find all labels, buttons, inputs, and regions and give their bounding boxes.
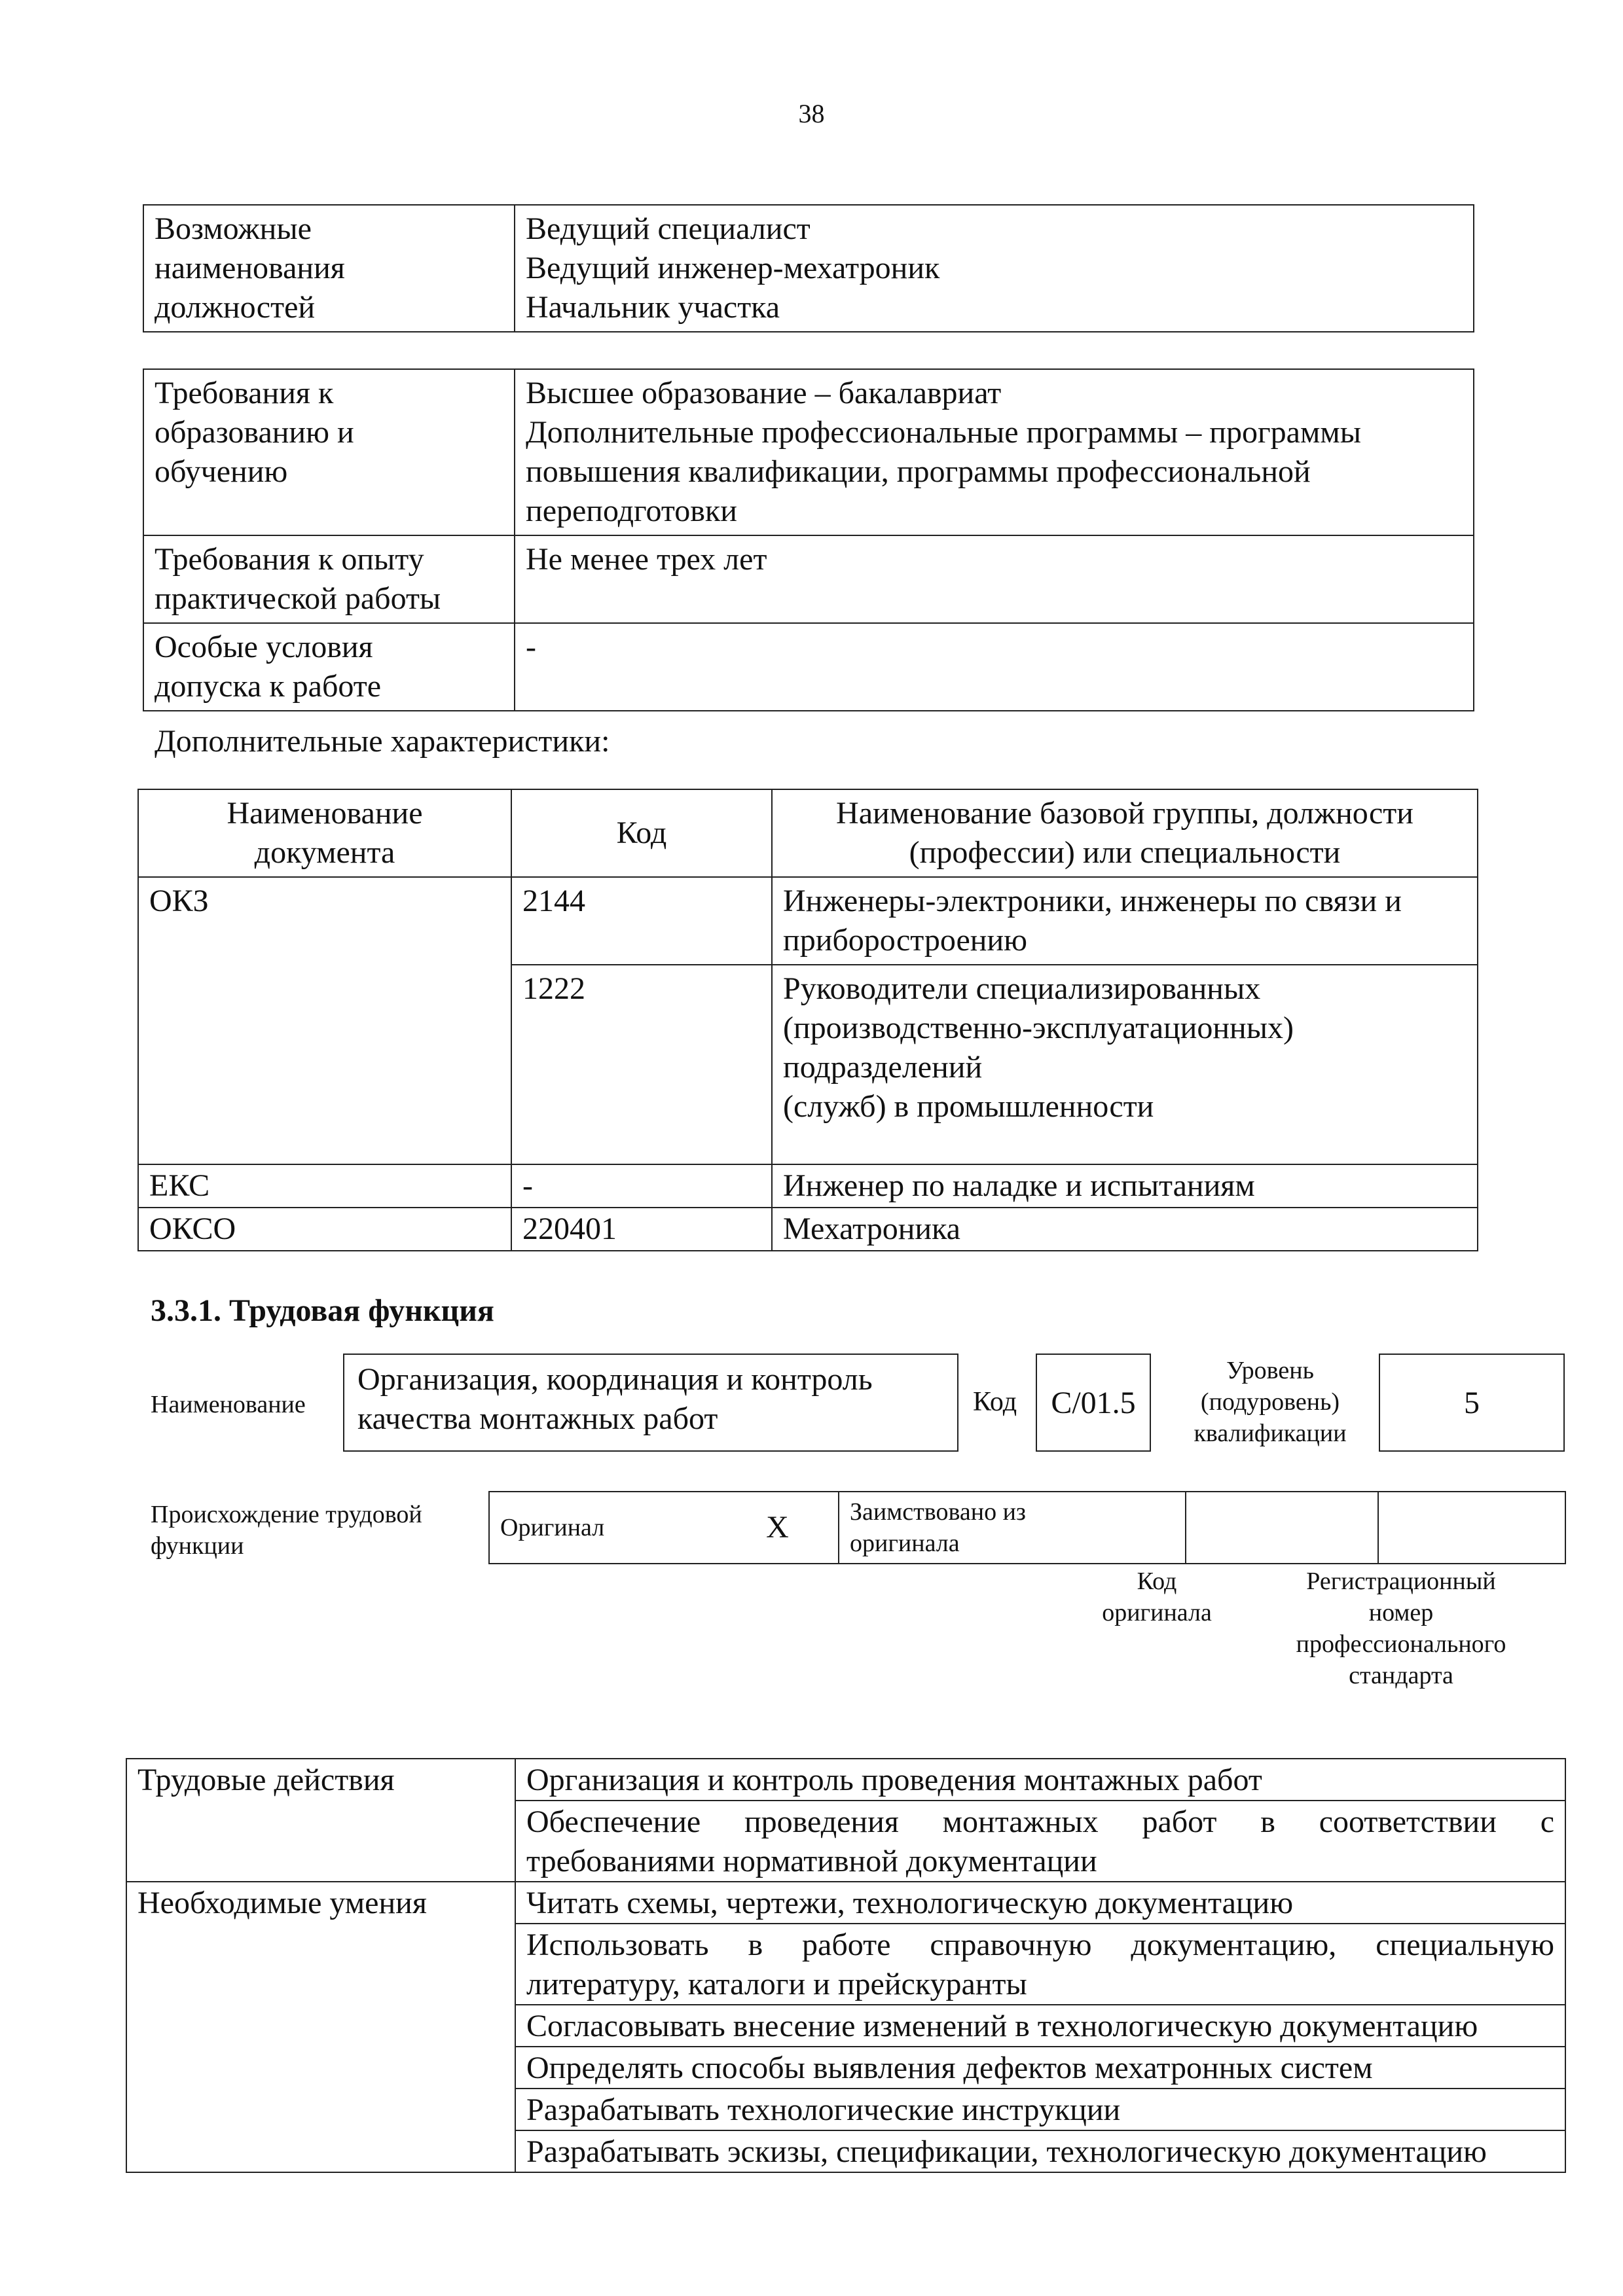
skills-label: Необходимые умения [126,1882,515,2172]
education-value: Высшее образование – бакалавриат Дополнительные профессиональные программы – программы повышения квалификации, программы профессиональной переподготовки [515,369,1474,535]
requirements-table [143,368,1474,711]
table-row [143,205,1474,332]
cell-code: 220401 [511,1208,772,1251]
function-name-label: Наименование [151,1391,306,1418]
origin-table [488,1491,1566,1564]
positions-table [143,204,1474,332]
table-row [126,1882,1565,1924]
function-level-label: Уровень (подуровень) квалификации [1194,1357,1347,1447]
actions-skills-table [126,1758,1566,2173]
table-row [143,369,1474,535]
cell-name: Инженеры-электроники, инженеры по связи и приборостроению [772,877,1478,965]
original-label: Оригинал [489,1492,717,1564]
skill-item: Разрабатывать технологические инструкции [515,2089,1565,2130]
header-name: Наименование базовой группы, должности (профессии) или специальности [772,789,1478,877]
skill-item: Разрабатывать эскизы, спецификации, технологическую документацию [515,2130,1565,2172]
cell-doc: ЕКС [138,1164,511,1208]
action-item: Обеспечение проведения монтажных работ в соответствии с требованиями нормативной документации [515,1801,1565,1882]
table-row [138,789,1478,877]
table-row [489,1492,1565,1564]
table-row [143,623,1474,711]
skill-item: Согласовывать внесение изменений в технологическую документацию [515,2005,1565,2047]
cell-doc: ОКСО [138,1208,511,1251]
actions-label: Трудовые действия [126,1759,515,1882]
education-label: Требования к образованию и обучению [143,369,515,535]
additional-table [137,789,1478,1251]
reg-number-caption: Регистрационный номер профессионального стандарта [1296,1568,1506,1689]
cell-name: Инженер по наладке и испытаниям [772,1164,1478,1208]
table-row [138,1164,1478,1208]
origin-label: Происхождение трудовой функции [151,1501,422,1560]
action-item: Организация и контроль проведения монтажных работ [515,1759,1565,1801]
header-code: Код [511,789,772,877]
original-mark: X [717,1492,839,1564]
skill-item: Использовать в работе справочную документацию, специальную литературу, каталоги и прейскуранты [515,1924,1565,2005]
borrowed-label: Заимствовано из оригинала [839,1492,1186,1564]
page-number: 38 [798,99,825,128]
cell-name: Мехатроника [772,1208,1478,1251]
skill-item: Читать схемы, чертежи, технологическую документацию [515,1882,1565,1924]
cell-code: 2144 [511,877,772,965]
cell-doc: ОКЗ [138,877,511,1164]
function-code-box: С/01.5 [1036,1354,1151,1452]
cell-name: Руководители специализированных (производственно-эксплуатационных) подразделений (служб) в промышленности [772,965,1478,1164]
code-original-cell [1186,1492,1378,1564]
admission-value: - [515,623,1474,711]
table-row [138,877,1478,965]
function-code-label: Код [973,1387,1017,1417]
positions-label: Возможные наименования должностей [143,205,515,332]
table-row [138,1208,1478,1251]
cell-code: - [511,1164,772,1208]
skill-item: Определять способы выявления дефектов мехатронных систем [515,2047,1565,2089]
experience-value: Не менее трех лет [515,535,1474,623]
function-level-box: 5 [1379,1354,1565,1452]
function-name-box: Организация, координация и контроль качества монтажных работ [343,1354,958,1452]
table-row [126,1759,1565,1801]
code-original-caption: Код оригинала [1102,1568,1212,1626]
admission-label: Особые условия допуска к работе [143,623,515,711]
reg-number-cell [1378,1492,1565,1564]
section-title: 3.3.1. Трудовая функция [151,1293,494,1328]
table-row [143,535,1474,623]
positions-values: Ведущий специалист Ведущий инженер-мехатроник Начальник участка [515,205,1474,332]
experience-label: Требования к опыту практической работы [143,535,515,623]
cell-code: 1222 [511,965,772,1164]
additional-title: Дополнительные характеристики: [155,724,610,759]
header-document: Наименование документа [138,789,511,877]
